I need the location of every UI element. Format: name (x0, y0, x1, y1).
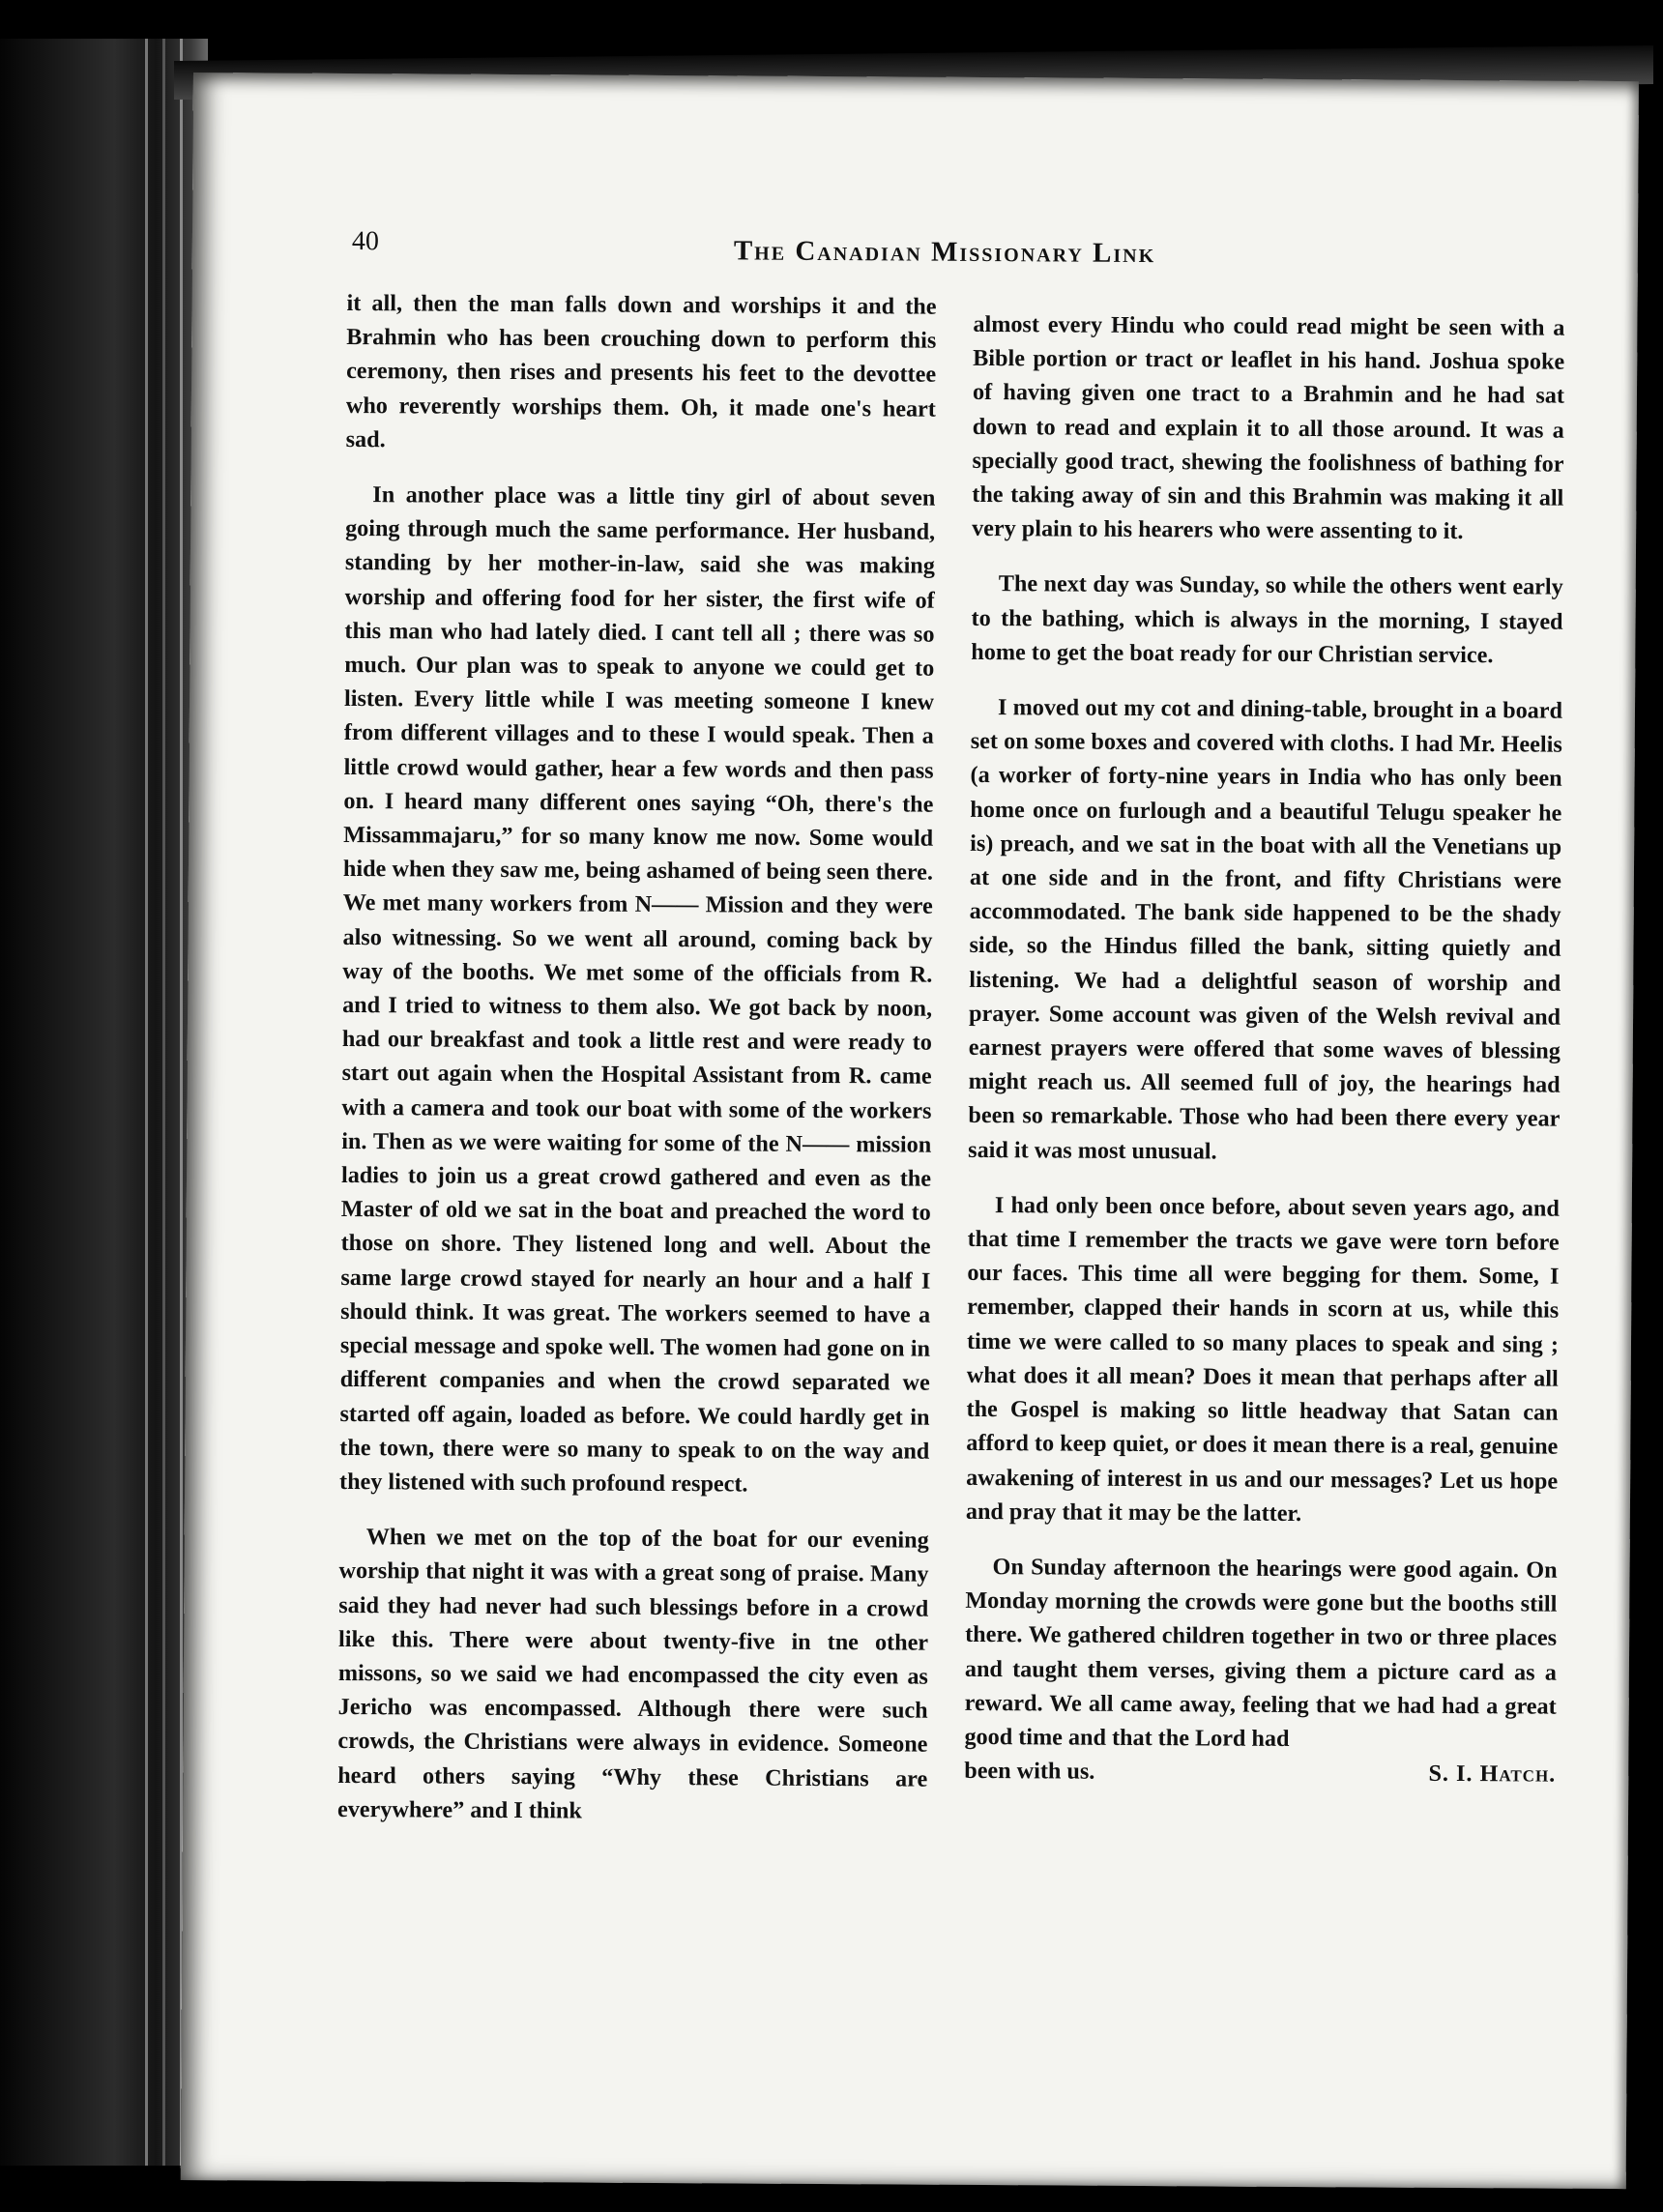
paragraph: When we met on the top of the boat for our evening worship that night it was with a great song of praise. Many said they had never had such blessings before in a crowd like this. There were about twenty-five in tne other missons, so we said we had encompassed the city even as Jericho was encompassed. Although there were such crowds, the Christians were always in evidence. Someone heard others saying “Why these Christians are everywhere” and I think (336, 1524, 929, 1824)
author-signature: S. I. Hatch. (1428, 1760, 1557, 1788)
page-stack-edge (145, 39, 148, 2166)
right-column (964, 307, 1564, 1791)
running-head: The Canadian Missionary Link (733, 235, 1156, 270)
paragraph: I had only been once before, about seven years ago, and that time I remember the tracts we gave were torn before our faces. This time all were begging for them. Some, I remember, clapped their hands in scorn at us, while this time we were called to so many places to speak and sing ; what does it all mean? Does it mean that perhaps after all the Gospel is making so little headway that Satan can afford to keep quiet, or does it mean there is a real, genuine awakening of interest in us and our messages? Let us hope and pray that it may be the latter. (965, 1191, 1560, 1527)
book-binding (0, 39, 208, 2166)
paragraph: it all, then the man falls down and worships it and the Brahmin who has been crouching down to perform this ceremony, then rises and presents his feet to the devottee who reverently worships them. Oh, it made one's heart sad. (345, 289, 937, 453)
page-number: 40 (351, 226, 380, 257)
left-column (337, 286, 937, 1851)
paragraph: The next day was Sunday, so while the others went early to the bathing, which is always in the morning, I stayed home to get the boat ready for our Christian service. (971, 570, 1563, 669)
book-page (181, 73, 1639, 2189)
closing-line: been with us. (964, 1758, 1095, 1785)
paragraph: almost every Hindu who could read might be seen with a Bible portion or tract or leaflet in his hand. Joshua spoke of having given one tract to a Brahmin and he had sat down to read and explain it to all those around. It was a specially good tract, shewing the foolishness of bathing for the taking away of sin and this Brahmin was making it all very plain to his hearers who were assenting to it. (972, 310, 1565, 545)
signature-line (964, 1754, 1556, 1791)
page-stack-edge (162, 39, 165, 2166)
paragraph: In another place was a little tiny girl of about seven going through much the same performance. Her husband, standing by her mother-in-law, said she was making worship and offering food for her sister, the first wife of this man who had lately died. I cant tell all ; there was so much. Our plan was to speak to anyone we could get to listen. Every little while I was meeting someone I knew from different villages and to these I would speak. Then a little crowd would gather, hear a few words and then pass on. I heard many different ones saying “Oh, there's the Missammajaru,” for so many know me now. Some would hide when they saw me, being ashamed of being seen there. We met many workers from N—— Mission and they were also witnessing. So we went all around, coming back by way of the booths. We met some of the officials from R. and I tried to witness to them also. We got back by noon, had our breakfast and took a little rest and were ready to start out again when the Hospital Assistant from R. came with a camera and took our boat with some of the workers in. Then as we were waiting for some of the N—— mission ladies to join us a great crowd gathered and even as the Master of old we sat in the boat and preached the word to those on shore. They listened long and well. About the same large crowd stayed for nearly an hour and a half I should think. It was great. The workers seemed to have a special message and spoke well. The women had gone on in different companies and when the crowd separated we started off again, loaded as before. We could hardly get in the town, there were so many to speak to on the way and they listened with such profound respect. (339, 481, 936, 1498)
paragraph: On Sunday afternoon the hearings were good again. On Monday morning the crowds were gone but the booths still there. We gathered children together in two or three places and taught them verses, giving them a picture card as a reward. We all came away, feeling that we had had a great good time and that the Lord had (964, 1553, 1558, 1752)
paragraph: I moved out my cot and dining-table, brought in a board set on some boxes and covered with cloths. I had Mr. Heelis (a worker of forty-nine years in India who has only been home once on furlough and a beautiful Telugu speaker he is) preach, and we sat in the boat with all the Venetians up at one side and in the front, and fifty Christians were accommodated. The bank side happened to be the shady side, so the Hindus filled the bank, sitting quietly and listening. We had a delightful season of worship and prayer. Some account was given of the Welsh revival and earnest prayers were offered that some waves of blessing might reach us. All seemed full of joy, the hearings had been so remarkable. Those who had been there every year said it was most unusual. (968, 694, 1563, 1165)
